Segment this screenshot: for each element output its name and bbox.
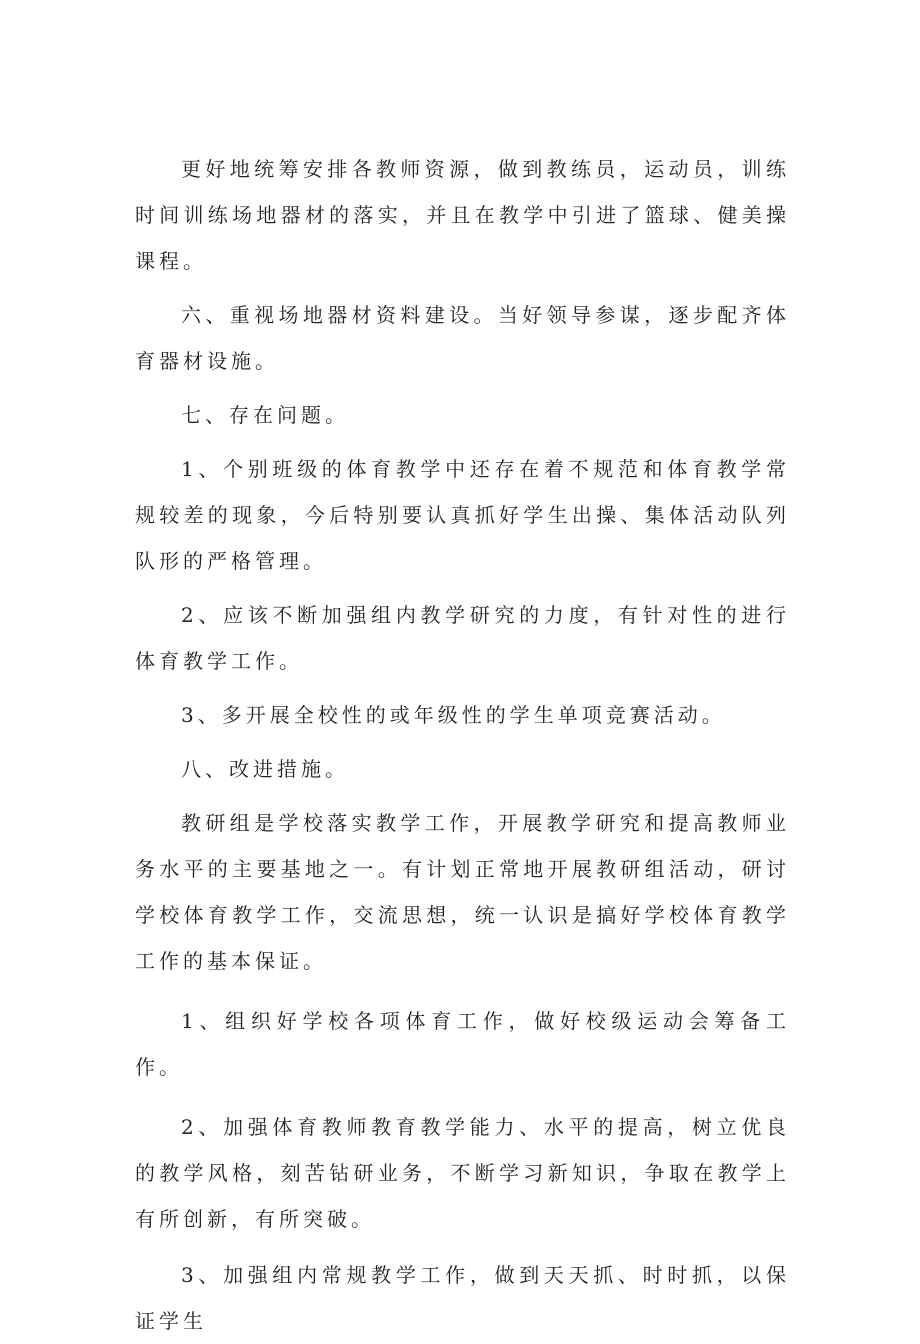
paragraph-measure-1: 1、组织好学校各项体育工作，做好校级运动会筹备工作。: [135, 1009, 790, 1079]
paragraph-problem-1: 1、个别班级的体育教学中还存在着不规范和体育教学常规较差的现象，今后特别要认真抓好学生出操、集体活动队列队形的严格管理。: [135, 457, 790, 573]
paragraph-measure-2: 2、加强体育教师教育教学能力、水平的提高，树立优良的教学风格，刻苦钻研业务，不断学习新知识，争取在教学上有所创新，有所突破。: [135, 1115, 790, 1231]
heading-section-eight: 八、改进措施。: [181, 757, 349, 781]
paragraph-resource-arrangement: 更好地统筹安排各教师资源，做到教练员，运动员，训练时间训练场地器材的落实，并且在教学中引进了篮球、健美操课程。: [135, 157, 790, 273]
paragraph-measure-3: 3、加强组内常规教学工作，做到天天抓、时时抓，以保证学生: [135, 1263, 790, 1333]
paragraph-section-six: 六、重视场地器材资料建设。当好领导参谋，逐步配齐体育器材设施。: [135, 303, 790, 373]
paragraph-problem-3: 3、多开展全校性的或年级性的学生单项竞赛活动。: [181, 703, 726, 727]
document-body: [135, 146, 790, 1344]
heading-section-seven: 七、存在问题。: [181, 403, 349, 427]
paragraph-teaching-group: 教研组是学校落实教学工作，开展教学研究和提高教师业务水平的主要基地之一。有计划正常地开展教研组活动，研讨学校体育教学工作，交流思想，统一认识是搞好学校体育教学工作的基本保证。: [135, 811, 790, 973]
paragraph-problem-2: 2、应该不断加强组内教学研究的力度，有针对性的进行体育教学工作。: [135, 603, 790, 673]
